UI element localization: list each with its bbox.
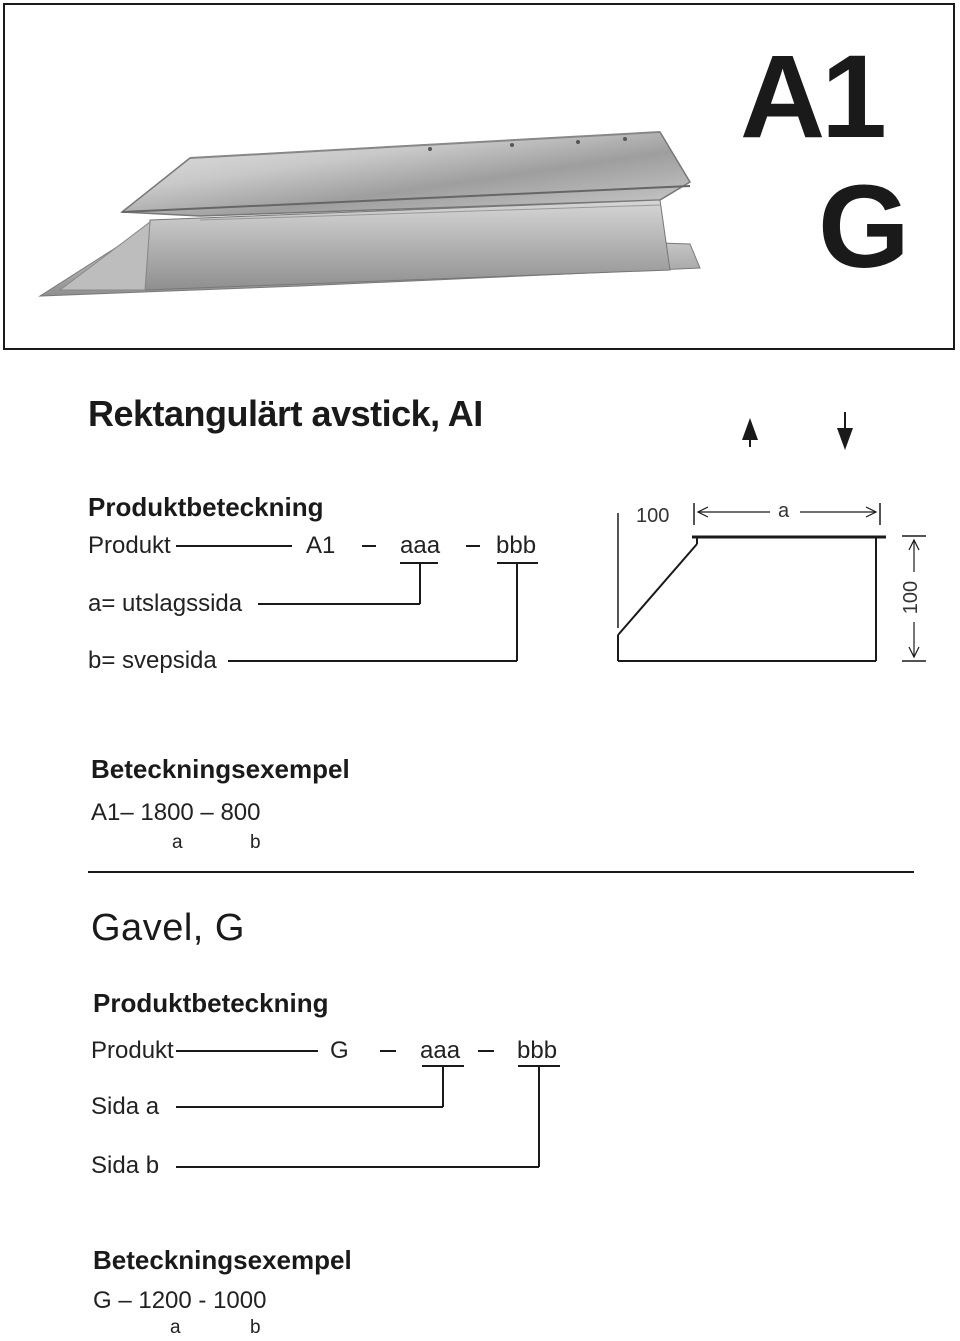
g-product-label: Produkt <box>91 1037 174 1064</box>
flow-arrows <box>742 412 853 450</box>
g-field-a: aaa <box>420 1037 461 1064</box>
g-designation-heading: Produktbeteckning <box>93 988 329 1018</box>
a1-product-label: Produkt <box>88 532 171 559</box>
g-legend-a: Sida a <box>91 1093 160 1120</box>
a1-field-a: aaa <box>400 532 441 559</box>
g-leader-lines <box>176 1051 560 1167</box>
a1-field-b: bbb <box>496 532 537 559</box>
product-illustration <box>40 132 700 296</box>
dim-label-a: a <box>778 500 790 522</box>
product-code-g: G <box>818 161 906 293</box>
product-code-a1: A1 <box>740 31 883 163</box>
a1-example-b: b <box>250 832 261 853</box>
g-example-value: G – 1200 - 1000 <box>93 1287 267 1314</box>
g-title: Gavel, G <box>91 907 245 949</box>
a1-example-a: a <box>172 832 183 853</box>
arrow-up-icon <box>742 418 758 440</box>
a1-designation-heading: Produktbeteckning <box>88 492 324 522</box>
g-example-a: a <box>170 1317 181 1338</box>
dim-label-100-top: 100 <box>636 505 670 527</box>
dim-label-100-side: 100 <box>900 580 923 615</box>
arrow-down-icon <box>837 428 853 450</box>
g-example-b: b <box>250 1317 261 1338</box>
g-legend-b: Sida b <box>91 1152 160 1179</box>
a1-product-code: A1 <box>306 532 336 559</box>
a1-example-heading: Beteckningsexempel <box>91 754 350 784</box>
a1-legend-a: a= utslagssida <box>88 590 243 617</box>
a1-title: Rektangulärt avstick, AI <box>88 393 483 434</box>
g-example-heading: Beteckningsexempel <box>93 1245 352 1275</box>
g-field-b: bbb <box>517 1037 558 1064</box>
a1-example-value: A1– 1800 – 800 <box>91 799 261 826</box>
a1-legend-b: b= svepsida <box>88 647 217 674</box>
g-product-code: G <box>330 1037 349 1064</box>
